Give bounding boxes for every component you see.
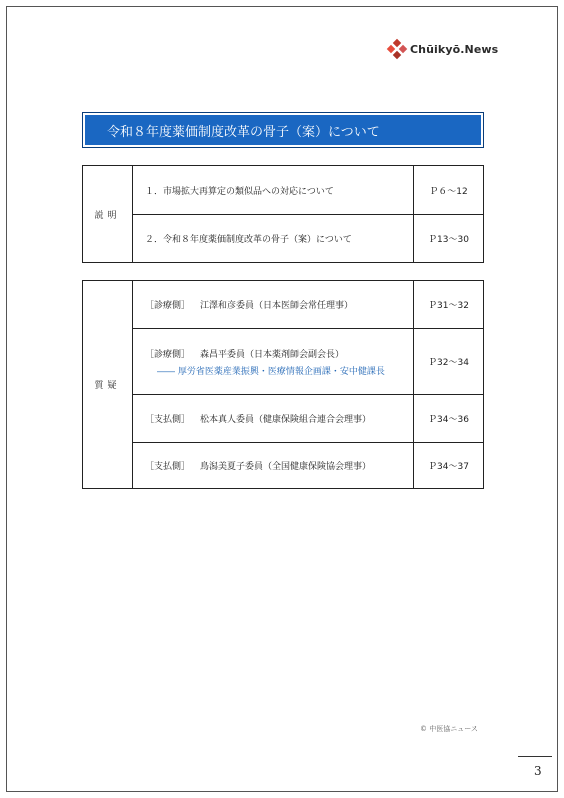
responder-line: ―― 厚労省医薬産業振興・医療情報企画課・安中健課長 [157, 366, 385, 377]
page-number-rule [518, 756, 552, 757]
side-tag: ［支払側］ [145, 462, 191, 472]
table-row [83, 329, 484, 395]
page-title: 令和８年度薬価制度改革の骨子（案）について [107, 124, 380, 140]
logo [388, 38, 498, 60]
copyright-notice: © 中医協ニュース [420, 725, 478, 733]
side-tag: ［診療側］ [145, 301, 191, 311]
questions-label: 質疑 [83, 281, 133, 489]
page-range: Ｐ32～34 [414, 329, 484, 395]
table-row [83, 215, 484, 263]
questioner-name: 森昌平委員（日本薬剤師会副会長） [200, 349, 345, 360]
explanation-item: １．市場拡大再算定の類似品への対応について [133, 166, 414, 215]
page-range: Ｐ６～12 [414, 166, 484, 215]
questioner-name: 鳥潟美夏子委員（全国健康保険協会理事） [200, 462, 372, 472]
questioner-item [133, 281, 414, 329]
questioner-item [133, 329, 414, 395]
table-row [83, 281, 484, 329]
table-row [83, 166, 484, 215]
side-tag: ［支払側］ [145, 415, 191, 425]
questioner-name: 松本真人委員（健康保険組合連合会理事） [200, 415, 372, 425]
explanation-label: 説明 [83, 166, 133, 263]
logo-mark-icon [388, 40, 406, 58]
page-range: Ｐ34～37 [414, 443, 484, 489]
explanation-table [82, 165, 484, 263]
side-tag: ［診療側］ [145, 349, 191, 360]
page-range: Ｐ34～36 [414, 395, 484, 443]
explanation-item: ２．令和８年度薬価制度改革の骨子（案）について [133, 215, 414, 263]
questioner-item [133, 443, 414, 489]
questioner-name: 江澤和彦委員（日本医師会常任理事） [200, 301, 354, 311]
questioner-item [133, 395, 414, 443]
questions-table [82, 280, 484, 489]
page-number: 3 [534, 764, 542, 778]
logo-text: Chūikyō.News [410, 42, 499, 56]
title-bar [82, 112, 484, 148]
table-row [83, 395, 484, 443]
page-range: Ｐ13～30 [414, 215, 484, 263]
table-row [83, 443, 484, 489]
page-range: Ｐ31～32 [414, 281, 484, 329]
